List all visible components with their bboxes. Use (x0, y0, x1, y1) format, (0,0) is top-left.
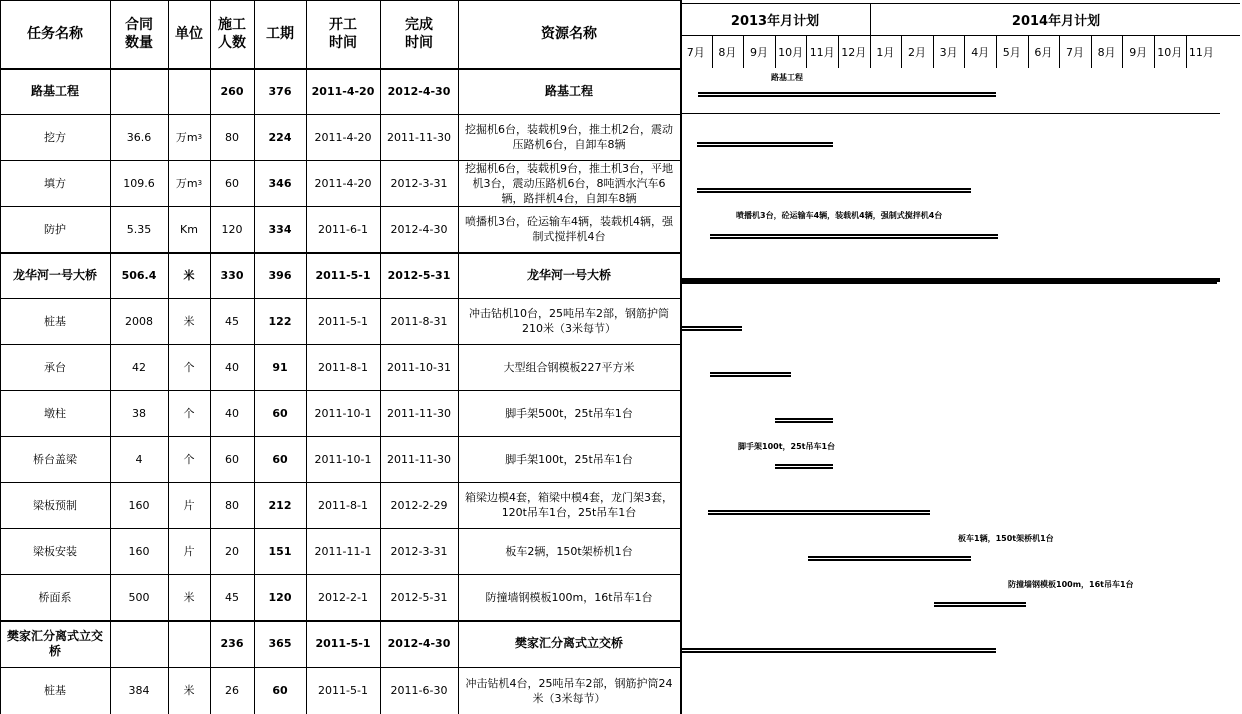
row-finish: 2012-2-29 (390, 498, 448, 512)
row-duration: 365 (268, 637, 292, 650)
gantt-top-line (680, 3, 1240, 4)
row-unit: 米 (183, 684, 195, 697)
row-divider (0, 206, 680, 207)
row-qty: 4 (135, 452, 143, 466)
month-divider (1186, 36, 1187, 68)
row-task: 防护 (44, 222, 66, 236)
row-workers: 260 (220, 84, 244, 98)
month-divider (1154, 36, 1155, 68)
gantt-bar (775, 464, 833, 469)
row-task: 墩柱 (44, 406, 66, 420)
row-finish: 2012-3-31 (390, 544, 448, 558)
row-workers: 45 (225, 590, 239, 604)
row-divider (0, 160, 680, 161)
row-task: 填方 (44, 176, 66, 190)
column-divider (458, 0, 459, 714)
header-unit: 单位 (175, 26, 203, 42)
row-res: 大型组合钢模板227平方米 (503, 360, 635, 374)
column-divider (306, 0, 307, 714)
row-res: 龙华河一号大桥 (526, 267, 611, 282)
row-finish: 2012-4-30 (390, 222, 448, 236)
row-duration: 60 (272, 406, 288, 420)
column-divider (110, 0, 111, 714)
row-start: 2011-5-1 (318, 314, 368, 328)
row-start: 2011-5-1 (318, 684, 368, 697)
row-divider (0, 390, 680, 391)
gantt-bar (708, 510, 929, 515)
row-task: 樊家汇分离式立交桥 (6, 628, 103, 658)
row-unit: 个 (183, 360, 195, 374)
row-qty: 506.4 (121, 268, 157, 282)
gantt-section-line (680, 113, 1220, 114)
row-qty: 42 (132, 360, 146, 374)
month-header: 10月 (1157, 45, 1183, 59)
row-duration: 212 (268, 498, 292, 512)
gantt-bar (697, 142, 833, 147)
row-qty: 160 (128, 498, 150, 512)
row-divider (0, 344, 680, 345)
row-workers: 60 (225, 452, 239, 466)
month-header: 5月 (1002, 45, 1021, 59)
month-header: 1月 (876, 45, 895, 59)
gantt-bar (710, 234, 998, 239)
month-divider (996, 36, 997, 68)
row-divider (0, 114, 680, 115)
row-res: 脚手架500t，25t吊车1台 (505, 406, 633, 420)
row-duration: 151 (268, 544, 292, 558)
row-res: 路基工程 (544, 83, 593, 98)
gantt-bar (698, 92, 996, 97)
year-divider (870, 4, 871, 36)
row-res: 樊家汇分离式立交桥 (514, 636, 623, 650)
row-finish: 2012-5-31 (390, 590, 448, 604)
row-qty: 500 (128, 590, 150, 604)
row-start: 2011-4-20 (314, 176, 372, 190)
month-header: 8月 (718, 45, 737, 59)
gantt-bar (775, 418, 833, 423)
row-workers: 40 (225, 360, 239, 374)
row-finish: 2011-11-30 (387, 130, 451, 144)
header-workers: 施工 人数 (218, 17, 246, 51)
row-res: 脚手架100t，25t吊车1台 (505, 452, 633, 466)
row-finish: 2011-6-30 (390, 684, 448, 697)
month-header: 4月 (971, 45, 990, 59)
row-start: 2011-5-1 (315, 268, 371, 282)
header-start: 开工 时间 (329, 17, 357, 51)
row-finish: 2012-5-31 (387, 268, 451, 282)
row-res: 挖掘机6台，装载机9台，推土机3台，平地机3台，震动压路机6台，8吨洒水汽车6辆，路拌机4台，自卸车8辆 (465, 161, 673, 205)
header-resources: 资源名称 (541, 26, 597, 42)
row-workers: 236 (220, 637, 244, 650)
month-header: 2月 (907, 45, 926, 59)
row-task: 挖方 (44, 130, 66, 144)
row-qty (110, 68, 168, 114)
row-duration: 60 (272, 684, 288, 697)
month-divider (1028, 36, 1029, 68)
row-unit: 米 (183, 268, 195, 282)
gantt-bar (710, 372, 791, 377)
row-finish: 2012-4-30 (387, 637, 451, 650)
row-divider (0, 436, 680, 437)
row-finish: 2012-3-31 (390, 176, 448, 190)
row-finish: 2011-11-30 (387, 452, 451, 466)
row-start: 2011-4-20 (314, 130, 372, 144)
row-duration: 60 (272, 452, 288, 466)
row-start: 2011-6-1 (318, 222, 368, 236)
row-start: 2011-4-20 (311, 84, 375, 98)
row-divider (0, 252, 680, 254)
row-res: 防撞墙钢模板100m，16t吊车1台 (485, 590, 653, 604)
row-divider (0, 298, 680, 299)
row-task: 梁板安装 (33, 544, 77, 558)
row-res: 冲击钻机10台，25吨吊车2部，钢筋护筒210米（3米每节） (469, 307, 669, 335)
row-qty: 2008 (125, 314, 153, 328)
row-start: 2011-8-1 (318, 360, 368, 374)
gantt-bar (697, 188, 970, 193)
row-task: 承台 (44, 360, 66, 374)
month-header: 7月 (686, 45, 705, 59)
row-unit: 片 (183, 498, 195, 512)
row-qty: 36.6 (126, 130, 152, 144)
month-header: 7月 (1065, 45, 1084, 59)
gantt-bar (934, 602, 1026, 607)
column-divider (210, 0, 211, 714)
row-start: 2011-11-1 (314, 544, 372, 558)
row-duration: 396 (268, 268, 292, 282)
month-header: 11月 (809, 45, 835, 59)
row-workers: 330 (220, 268, 244, 282)
gantt-bridge-line (680, 278, 1220, 282)
row-workers: 40 (225, 406, 239, 420)
row-workers: 26 (225, 684, 239, 697)
row-res: 冲击钻机4台，25吨吊车2部，钢筋护筒24米（3米每节） (465, 676, 673, 705)
month-divider (775, 36, 776, 68)
month-divider (712, 36, 713, 68)
year-2013-title: 2013年月计划 (730, 13, 820, 29)
row-duration: 376 (268, 84, 292, 98)
row-workers: 120 (221, 222, 243, 236)
row-duration: 120 (268, 590, 292, 604)
row-workers: 45 (225, 314, 239, 328)
month-header: 11月 (1188, 45, 1214, 59)
row-qty: 5.35 (126, 222, 152, 236)
table-left-border (0, 0, 1, 714)
month-divider (1059, 36, 1060, 68)
gantt-bar (680, 648, 996, 653)
table-top-border (0, 0, 680, 1)
row-unit: 米 (183, 590, 195, 604)
row-task: 龙华河一号大桥 (12, 267, 97, 282)
column-divider (680, 0, 682, 714)
row-task: 桩基 (44, 314, 66, 328)
gantt-bar (808, 556, 971, 561)
month-divider (1122, 36, 1123, 68)
month-divider (901, 36, 902, 68)
row-workers: 60 (225, 176, 239, 190)
month-header: 8月 (1097, 45, 1116, 59)
row-unit: 个 (183, 406, 195, 420)
row-duration: 224 (268, 130, 292, 144)
gantt-bar-label: 板车1辆，150t架桥机1台 (958, 534, 1054, 543)
row-res: 挖掘机6台，装载机9台，推土机2台，震动压路机6台，自卸车8辆 (465, 123, 673, 151)
row-unit (168, 620, 210, 667)
month-header-line (680, 35, 1240, 36)
row-qty: 109.6 (123, 176, 155, 190)
month-header: 3月 (939, 45, 958, 59)
row-finish: 2012-4-30 (387, 84, 451, 98)
header-duration: 工期 (266, 26, 294, 42)
row-duration: 346 (268, 176, 292, 190)
month-divider (933, 36, 934, 68)
row-divider (0, 482, 680, 483)
gantt-bar-label: 喷播机3台，砼运输车4辆，装载机4辆，强制式搅拌机4台 (736, 211, 943, 220)
row-divider (0, 68, 680, 70)
header-contract_qty: 合同 数量 (125, 17, 153, 51)
row-duration: 334 (268, 222, 292, 236)
header-finish: 完成 时间 (405, 17, 433, 51)
row-res: 箱梁边模4套，箱梁中模4套，龙门架3套，120t吊车1台，25t吊车1台 (465, 491, 673, 519)
row-task: 桥面系 (38, 590, 72, 604)
month-divider (1091, 36, 1092, 68)
row-task: 桩基 (44, 684, 66, 697)
row-workers: 80 (225, 498, 239, 512)
row-unit (168, 68, 210, 114)
row-start: 2011-10-1 (314, 406, 372, 420)
row-unit: 万m 3 (175, 176, 203, 190)
row-divider (0, 574, 680, 575)
row-task: 路基工程 (30, 83, 79, 98)
row-start: 2011-10-1 (314, 452, 372, 466)
gantt-bar-label: 路基工程 (771, 73, 803, 82)
row-duration: 91 (272, 360, 288, 374)
month-divider (806, 36, 807, 68)
month-header: 9月 (749, 45, 768, 59)
column-divider (168, 0, 169, 714)
row-divider (0, 620, 680, 622)
month-divider (870, 36, 871, 68)
row-finish: 2011-11-30 (387, 406, 451, 420)
month-divider (838, 36, 839, 68)
row-start: 2011-8-1 (318, 498, 368, 512)
row-unit: 片 (183, 544, 195, 558)
row-unit: 米 (183, 314, 195, 328)
row-finish: 2011-10-31 (387, 360, 451, 374)
gantt-bar (680, 326, 742, 331)
column-divider (380, 0, 381, 714)
row-duration: 122 (268, 314, 292, 328)
row-task: 梁板预制 (33, 498, 77, 512)
month-divider (964, 36, 965, 68)
row-unit: 个 (183, 452, 195, 466)
gantt-bar-label: 脚手架100t，25t吊车1台 (738, 442, 836, 451)
month-header: 9月 (1129, 45, 1148, 59)
year-2014-title: 2014年月计划 (1011, 13, 1101, 29)
row-workers: 80 (225, 130, 239, 144)
row-finish: 2011-8-31 (390, 314, 448, 328)
row-divider (0, 667, 680, 668)
month-header: 6月 (1034, 45, 1053, 59)
row-unit: Km (180, 222, 198, 236)
month-divider (743, 36, 744, 68)
row-qty: 38 (132, 406, 146, 420)
column-divider (254, 0, 255, 714)
row-start: 2011-5-1 (315, 637, 371, 650)
row-qty (110, 620, 168, 667)
row-divider (0, 528, 680, 529)
row-unit: 万m 3 (175, 130, 203, 144)
row-qty: 384 (128, 684, 150, 697)
row-qty: 160 (128, 544, 150, 558)
row-res: 板车2辆，150t架桥机1台 (505, 544, 633, 558)
row-res: 喷播机3台，砼运输车4辆，装载机4辆，强制式搅拌机4台 (465, 215, 673, 243)
month-header: 10月 (778, 45, 804, 59)
month-header: 12月 (841, 45, 867, 59)
gantt-bar-label: 防撞墙钢模板100m，16t吊车1台 (1008, 580, 1134, 589)
row-task: 桥台盖梁 (33, 452, 77, 466)
header-task: 任务名称 (27, 26, 83, 42)
row-workers: 20 (225, 544, 239, 558)
row-start: 2012-2-1 (318, 590, 368, 604)
